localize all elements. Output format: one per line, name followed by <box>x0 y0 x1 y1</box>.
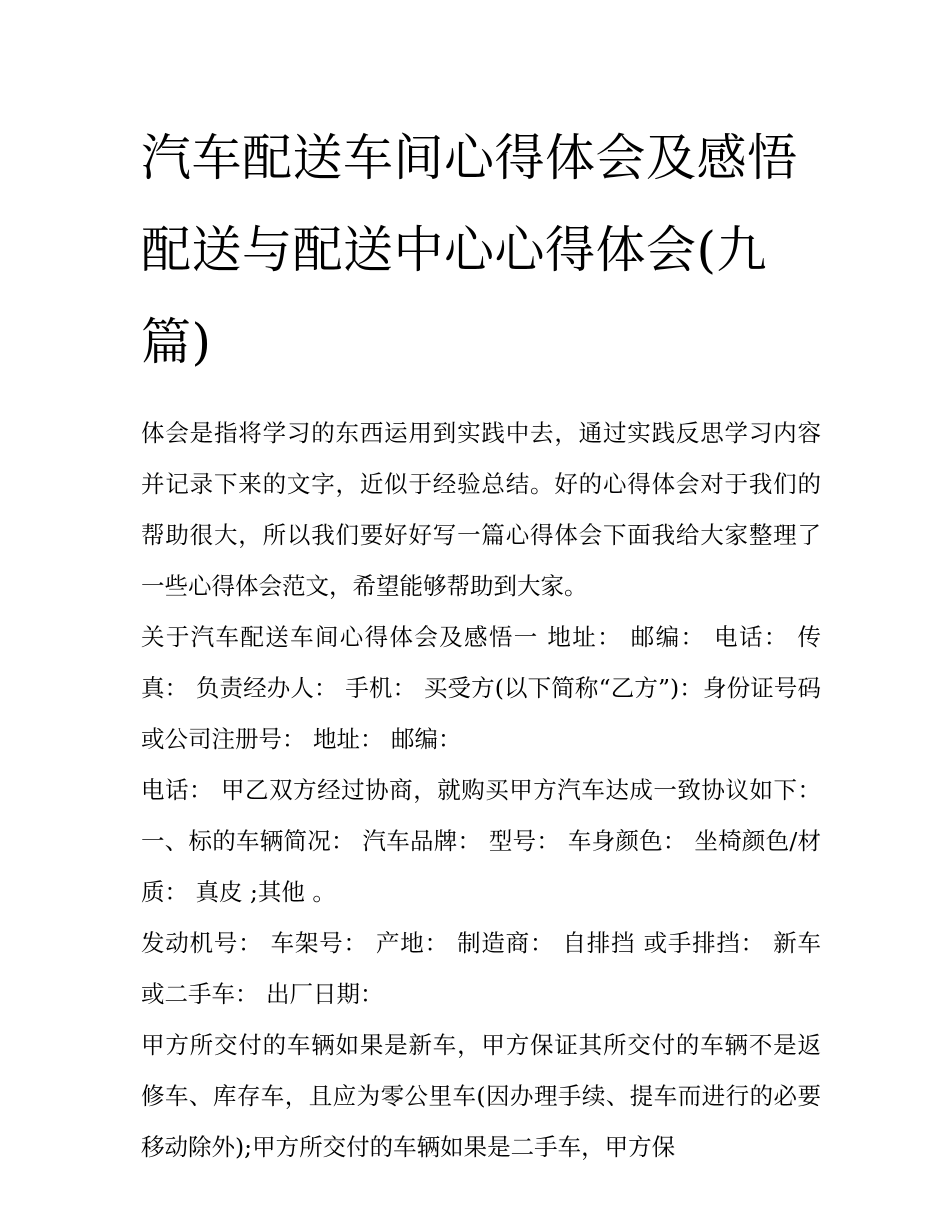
document-title: 汽车配送车间心得体会及感悟配送与配送中心心得体会(九篇) <box>141 129 798 371</box>
document-page <box>141 112 821 1173</box>
paragraph-vehicle-overview: 电话： 甲乙双方经过协商，就购买甲方汽车达成一致协议如下： 一、标的车辆简况： 汽车品牌： 型号： 车身颜色： 坐椅颜色/材质： 真皮 ;其他 。 <box>141 776 821 906</box>
paragraph-vehicle-guarantee: 甲方所交付的车辆如果是新车，甲方保证其所交付的车辆不是返修车、库存车，且应为零公里车(因办理手续、提车而进行的必要移动除外);甲方所交付的车辆如果是二手车，甲方保 <box>141 1031 821 1161</box>
paragraph-contact-info: 关于汽车配送车间心得体会及感悟一 地址： 邮编： 电话： 传真： 负责经办人： 手机： 买受方(以下简称“乙方”)：身份证号码或公司注册号： 地址： 邮编： <box>141 623 821 753</box>
paragraph-intro: 体会是指将学习的东西运用到实践中去，通过实践反思学习内容并记录下来的文字，近似于经验总结。好的心得体会对于我们的帮助很大，所以我们要好好写一篇心得体会下面我给大家整理了一些心得体会范文，希望能够帮助到大家。 <box>141 419 821 600</box>
paragraph-engine-details: 发动机号： 车架号： 产地： 制造商： 自排挡 或手排挡： 新车 或二手车： 出厂日期： <box>141 929 821 1008</box>
